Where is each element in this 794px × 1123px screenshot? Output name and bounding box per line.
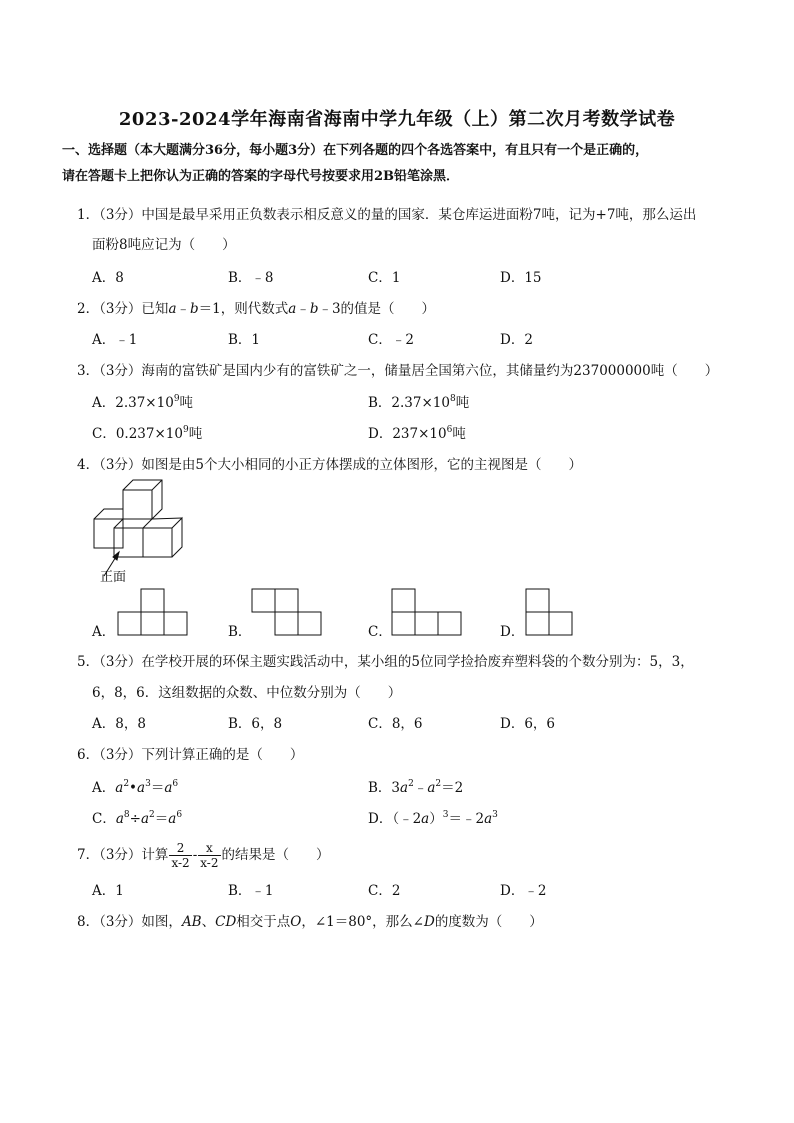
q7-fraction-1 [169,841,191,870]
q6-a-exp3: 6 [172,779,179,789]
q6-c-eq: ＝ [154,811,169,827]
q5-option-c: C．8，6 [368,716,423,732]
q2-var-a2: a [288,301,297,317]
question-1-line-2: 面粉8吨应记为（ ） [92,237,236,253]
q6-b-exp1: 2 [408,779,414,789]
q6-option-b [368,778,463,798]
question-6: 6．（3分）下列计算正确的是（ ） [77,747,304,763]
q6-a-exp2: 3 [145,779,151,789]
q3-c-label: C．0.237×10 [92,426,183,442]
q2-minus2: ﹣ [296,301,310,317]
q7-frac1-num: 2 [169,841,191,856]
q6-d-exp1: 3 [442,810,449,820]
q6-option-c [92,809,182,829]
q4-option-a: A． [92,624,116,640]
q7-frac2-den: x-2 [200,856,219,870]
question-7 [77,840,742,870]
q2-option-b: B．1 [228,332,261,348]
question-4: 4．（3分）如图是由5个大小相同的小正方体摆成的立体图形，它的主视图是（ ） [77,457,583,473]
q3-d-label: D．237×10 [368,426,447,442]
q6-a-var1: a [115,780,124,796]
section-line-1: 一、选择题（本大题满分36分，每小题3分）在下列各题的四个各选答案中，有且只有一个是正确的， [62,143,649,158]
q6-option-d [368,809,498,829]
q6-c-label: C． [92,811,116,827]
q3-b-unit: 吨 [455,395,470,411]
q2-post: ﹣3的值是（ ） [318,301,436,317]
q7-option-d: D．﹣2 [500,883,547,899]
q6-b-minus: ﹣ [413,780,428,796]
q3-d-sup: 6 [446,425,453,435]
q7-frac2-num: x [198,841,220,856]
q6-d-exp2: 3 [492,810,498,820]
question-1-line-1: 1．（3分）中国是最早采用正负数表示相反意义的量的国家．某仓库运进面粉7吨，记为+7吨，那么运出 [77,207,697,223]
q7-post: 的结果是（ ） [221,847,330,863]
q6-b-var2: a [427,780,436,796]
q8-line-ab: AB [181,914,202,930]
q3-a-sup: 9 [173,394,180,404]
q6-a-eq: ＝ [150,780,165,796]
q6-a-label: A． [92,780,116,796]
q7-minus: - [192,847,198,863]
q4-option-d: D． [500,624,525,640]
q8-line-cd: CD [215,914,237,930]
q6-b-label: B．3 [368,780,401,796]
q2-pre: 2．（3分）已知 [77,301,169,317]
q2-option-c: C．﹣2 [368,332,414,348]
q8-mid2: ，∠1＝80°，那么∠ [301,914,424,930]
question-5-line-2: 6，8，6．这组数据的众数、中位数分别为（ ） [92,685,402,701]
q8-point-d: D [423,914,435,930]
q6-option-a [92,778,178,798]
q3-b-label: B．2.37×10 [368,395,450,411]
q6-c-var3: a [168,811,177,827]
q4-figure-label: 正面 [100,570,127,585]
question-5-line-1: 5．（3分）在学校开展的环保主题实践活动中，某小组的5位同学捡拾废弃塑料袋的个数分别为：5，3， [77,654,694,670]
q6-d-close: ） [429,811,443,827]
q6-b-var1: a [400,780,409,796]
q8-point-o: O [290,914,302,930]
q7-frac1-den: x-2 [171,856,190,870]
q6-b-exp2: 2 [435,779,442,789]
q7-option-a: A．1 [92,883,124,899]
q6-c-var2: a [140,811,150,827]
q6-c-exp1: 8 [123,810,130,820]
q5-option-b: B．6，8 [228,716,283,732]
q6-a-var3: a [164,780,173,796]
q1-option-a: A．8 [92,270,124,286]
q6-c-exp2: 2 [149,810,155,820]
q7-pre: 7．（3分）计算 [77,847,169,863]
q6-c-div: ÷ [129,811,141,827]
q3-c-unit: 吨 [188,426,203,442]
q1-option-c: C．1 [368,270,401,286]
q5-option-a: A．8，8 [92,716,146,732]
q5-option-d: D．6，6 [500,716,556,732]
q2-var-b2: b [309,301,319,317]
q3-b-sup: 8 [449,394,456,404]
q3-a-label: A．2.37×10 [92,395,174,411]
q1-option-d: D．15 [500,270,542,286]
q1-option-b: B．﹣8 [228,270,274,286]
q8-pre: 8．（3分）如图， [77,914,182,930]
q3-a-unit: 吨 [179,395,194,411]
question-8 [77,912,742,932]
q8-mid: 相交于点 [236,914,291,930]
q8-sep: 、 [201,914,216,930]
q6-d-label: D．（﹣2 [368,811,422,827]
q6-b-eq: ＝2 [441,780,464,796]
q3-c-sup: 9 [182,425,189,435]
q6-a-var2: a [137,780,146,796]
page-title: 2023-2024学年海南省海南中学九年级（上）第二次月考数学试卷 [118,109,676,130]
q6-d-var2: a [484,811,493,827]
q6-a-exp1: 2 [123,779,130,789]
question-3: 3．（3分）海南的富铁矿是国内少有的富铁矿之一，储量居全国第六位，其储量约为237000000吨（ ） [77,363,719,379]
q2-var-a: a [168,301,177,317]
q2-option-d: D．2 [500,332,533,348]
q7-option-c: C．2 [368,883,401,899]
q8-post: 的度数为（ ） [434,914,543,930]
q7-fraction-2 [198,841,220,870]
q2-option-a: A．﹣1 [92,332,138,348]
q6-a-dot: • [129,780,138,796]
q6-d-var1: a [421,811,430,827]
q6-d-eq: ＝﹣2 [448,811,485,827]
q4-option-b: B． [228,624,252,640]
q2-mid: ＝1，则代数式 [198,301,289,317]
q6-c-exp3: 6 [176,810,183,820]
q2-var-b: b [190,301,199,317]
q6-c-var1: a [115,811,124,827]
q4-option-c: C． [368,624,392,640]
q7-option-b: B．﹣1 [228,883,274,899]
section-line-2: 请在答题卡上把你认为正确的答案的字母代号按要求用2B铅笔涂黑． [62,169,460,184]
q3-d-unit: 吨 [452,426,466,442]
q2-minus: ﹣ [176,301,190,317]
